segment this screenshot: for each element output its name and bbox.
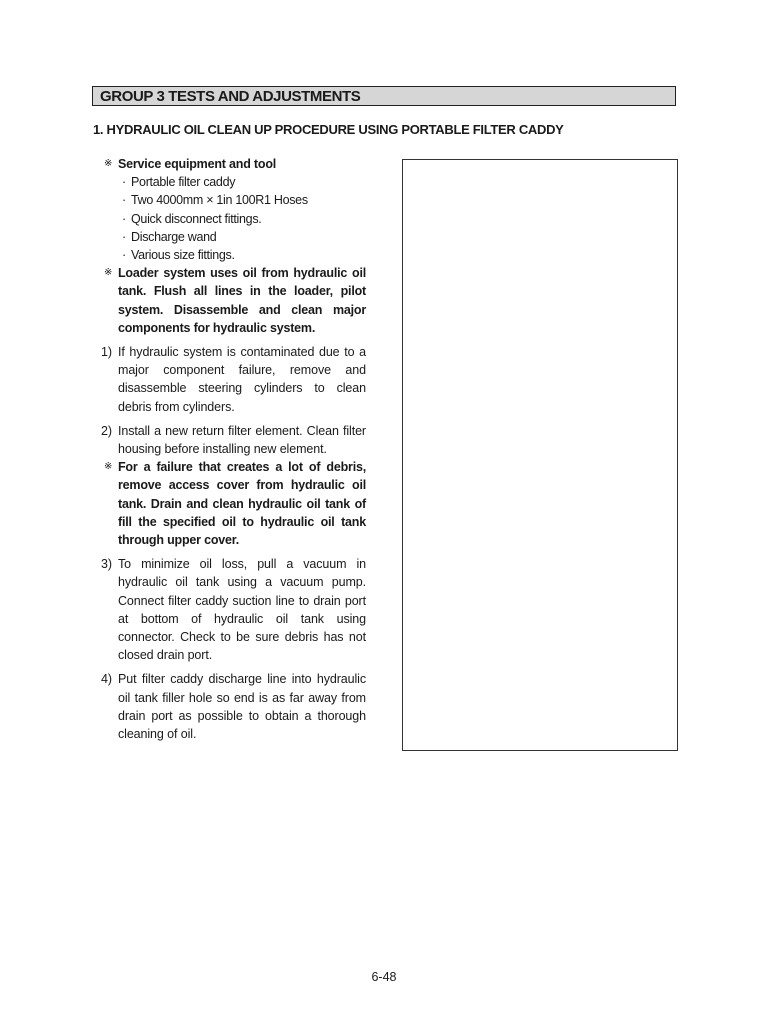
loader-system-note-text: Loader system uses oil from hydraulic oil tank. Flush all lines in the loader, pilot system. Disassemble and clean major components for hydraulic system. [118,266,366,335]
group-header: GROUP 3 TESTS AND ADJUSTMENTS [92,86,676,106]
service-equipment-title: Service equipment and tool [118,157,277,171]
step-3 [98,555,366,664]
failure-note [98,458,366,549]
list-item: · Two 4000mm × 1in 100R1 Hoses [122,191,366,209]
step-number: 3) [101,557,112,572]
step-number: 2) [101,423,112,438]
list-item: · Portable filter caddy [122,173,366,191]
step-text: To minimize oil loss, pull a vacuum in hydraulic oil tank using a vacuum pump. Connect filter caddy suction line to drain port at bottom of hydraulic oil tank using connector. Check to be sure debris has not closed drain port. [118,557,366,663]
step-number: 4) [101,672,112,687]
section-title: 1. HYDRAULIC OIL CLEAN UP PROCEDURE USING PORTABLE FILTER CADDY [93,122,564,137]
step-text: If hydraulic system is contaminated due to a major component failure, remove and disassemble steering cylinders to clean debris from cylinders. [118,345,366,414]
page-number: 6-48 [371,970,397,984]
note-symbol-icon: ※ [104,158,113,169]
step-1 [98,343,366,416]
note-symbol-icon: ※ [104,267,113,279]
step-number: 1) [101,345,112,360]
step-2 [98,422,366,458]
step-text: Install a new return filter element. Clean filter housing before installing new element. [118,423,366,457]
loader-system-note [98,264,366,337]
illustration-frame [402,159,678,751]
list-item: · Various size fittings. [122,246,366,264]
failure-note-text: For a failure that creates a lot of debris, remove access cover from hydraulic oil tank. Drain and clean hydraulic oil tank of fill the specified oil to hydraulic oil tank through upper cover. [118,460,366,548]
service-equipment-note [98,155,366,173]
step-text: Put filter caddy discharge line into hydraulic oil tank filler hole so end is as far away from drain port as possible to obtain a thorough cleaning of oil. [118,672,366,742]
note-symbol-icon: ※ [104,461,113,473]
step-4 [98,670,366,743]
list-item: · Quick disconnect fittings. [122,210,366,228]
list-item: · Discharge wand [122,228,366,246]
service-equipment-list [98,173,366,264]
text-column [98,155,366,743]
